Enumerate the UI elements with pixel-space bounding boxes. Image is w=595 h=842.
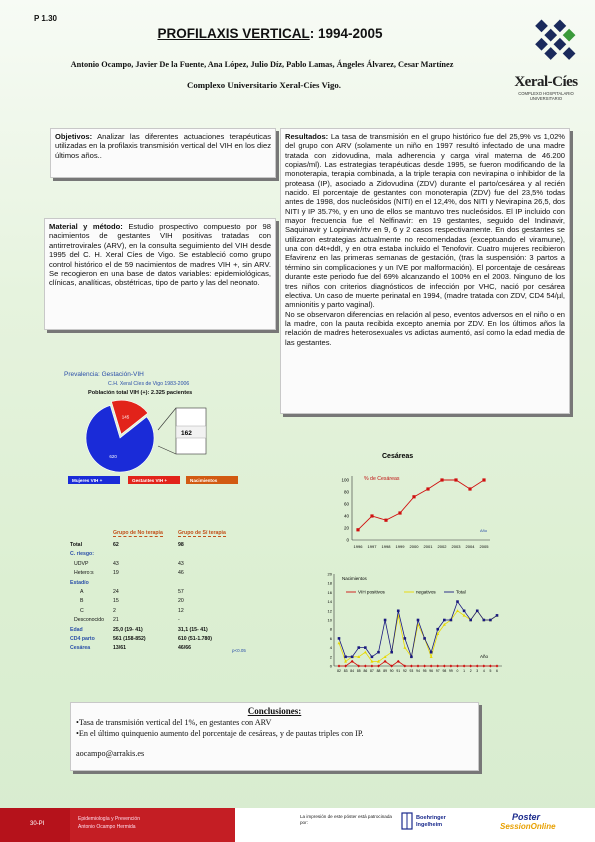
nacimientos-point	[489, 619, 492, 622]
nacimientos-xtick: 0	[456, 669, 459, 673]
cesareas-xtick: 2004	[465, 544, 475, 549]
table-row-label: Desconocido	[74, 617, 104, 624]
nacimientos-xtick: 91	[396, 669, 401, 673]
nacimientos-ytick: 18	[327, 580, 332, 586]
table-cell-si-terapia: 12	[178, 607, 184, 614]
objetivos-text: Analizar las diferentes actuaciones terapéuticas utilizadas en la profilaxis transmisión vertical del VIH en los diez últimos años..	[55, 132, 271, 160]
nacimientos-point	[430, 651, 433, 654]
nacimientos-point	[390, 651, 393, 654]
cesareas-ytick: 20	[343, 525, 349, 531]
sponsor-logo-icon	[400, 812, 414, 830]
footer-sponsor: Boehringer Ingelheim	[416, 815, 446, 828]
nacimientos-point	[430, 655, 433, 658]
nacimientos-xtick: 89	[383, 669, 387, 673]
pie-slice-label: 620	[109, 453, 117, 459]
nacimientos-point	[371, 656, 374, 659]
footer-code: 30-PI	[30, 821, 45, 827]
nacimientos-point	[436, 665, 439, 668]
nacimientos-point	[456, 665, 459, 668]
nacimientos-point	[357, 646, 360, 649]
table-cell-si-terapia: 20	[178, 598, 184, 605]
table-row	[70, 627, 270, 634]
nacimientos-xtick: 92	[402, 669, 407, 673]
poster-id: P 1.30	[34, 14, 57, 23]
cesareas-ytick: 100	[341, 477, 349, 483]
table-row-label: UDVP	[74, 560, 89, 567]
conclusion-item-2: •En el último quinquenio aumento del porcentaje de cesáreas, y de pautas triples con IP.	[76, 729, 364, 738]
table-row	[70, 617, 270, 624]
footer-brand	[512, 812, 540, 822]
table-row	[70, 608, 270, 615]
conclusiones-box	[70, 702, 479, 771]
nacimientos-line	[339, 611, 497, 662]
nacimientos-point	[456, 600, 459, 603]
pie-subtitle: C.H. Xeral Cíes de Vigo 1983-2006	[108, 381, 190, 387]
nacimientos-point	[436, 628, 439, 631]
table-cell-no-terapia: 561 (158-852)	[113, 636, 146, 642]
nacimientos-xtick: 6	[496, 669, 498, 673]
material-label: Material y método:	[49, 222, 123, 231]
table-cell-no-terapia: 15	[113, 598, 119, 605]
nacimientos-xtick: 87	[370, 669, 374, 673]
conclusiones-heading: Conclusiones:	[247, 706, 302, 716]
nacimientos-point	[410, 665, 413, 668]
table-header	[70, 530, 270, 537]
table-row	[70, 580, 270, 587]
pie-callout-value: 162	[181, 430, 192, 437]
nacimientos-xtick: 94	[416, 669, 420, 673]
nacimientos-point	[450, 619, 453, 622]
nacimientos-ytick: 20	[327, 571, 332, 577]
nacimientos-point	[456, 609, 459, 612]
authors: Antonio Ocampo, Javier De la Fuente, Ana López, Julio Díz, Pablo Lamas, Ángeles Álvarez, Cesar Martínez	[70, 60, 454, 69]
nacimientos-point	[404, 637, 407, 640]
nacimientos-point	[476, 610, 479, 613]
poster-title	[0, 26, 540, 41]
table-row-label: Edad	[70, 626, 83, 633]
nacimientos-point	[496, 614, 499, 617]
cesareas-ytick: 60	[343, 501, 349, 507]
footer-code-panel	[0, 808, 70, 842]
table-row-label: Estadío	[70, 579, 89, 586]
nacimientos-point	[463, 610, 466, 613]
nacimientos-ytick: 16	[327, 589, 332, 595]
nacimientos-point	[370, 665, 373, 668]
table-row-label: Cesárea	[70, 645, 91, 652]
nacimientos-point	[449, 665, 452, 668]
table-row-label: A	[80, 589, 84, 595]
cesareas-point	[370, 514, 373, 517]
cesareas-point	[384, 519, 387, 522]
table-cell-si-terapia: 46	[178, 570, 184, 577]
cesareas-point	[356, 528, 359, 531]
p-value-note: p<0.05	[232, 648, 246, 653]
nacimientos-xtick: 2	[469, 669, 472, 673]
table-row	[70, 551, 270, 558]
objetivos-label: Objetivos:	[55, 132, 93, 141]
cesareas-xtick: 1996	[353, 544, 363, 549]
resultados-p2: No se observaron diferencias en relación al peso, eventos adversos en el niño o en la madre, con la pauta recibida excepto anemia por ZDV. En los últimos años la relación de madres heterosexuales vs adictas aumentó, así como la edad media de las gestantes.	[285, 309, 565, 347]
table-cell-si-terapia: 57	[178, 589, 184, 595]
nacimientos-ytick: 6	[329, 635, 332, 641]
cesareas-title: Cesáreas	[382, 453, 414, 460]
nacimientos-ytick: 2	[329, 654, 332, 660]
nacimientos-point	[423, 637, 426, 640]
nacimientos-point	[364, 651, 367, 654]
resultados-box	[280, 128, 570, 414]
cesareas-xtick: 2005	[479, 544, 489, 549]
table-cell-no-terapia: 24	[113, 589, 119, 595]
resultados-p1: La tasa de transmisión en el grupo histórico fue del 25,9% vs 1,02% del grupo con ARV (solamente un niño en 1997 resultó infectado de una madre tratada con zidovudina, mala adherencia y carga viral materna de 46.200 copias/ml). Las estrategias terapéuticas desde 1995, se fueron modificando de la monoterapia, terapia combinada, a la triple terapia con nevirapina o inhibidor de la proteasa (IP), asociado a Zidovudina (ZDV) durante el parto/cesárea y al recién nacido. El porcentaje de gestantes con monoterapia (ZDV) fue del 23,5% todas antes de 1998, dos nucleósidos (NITI) en el 12,4%, dos NITI y Nevirapina 26,5, dos NITI y IP 35.7%, y en uno de ellos se mantuvo tres nucleósidos. El IP incluido con mayor frecuencia fue el Nelfinavir: en 19 gestantes, seguido del Indinavir, Saquinavir y Lopinavir/rtv en 9, 6 y 2 casos respectivamente. En dos gestantes se utilizaron estrategias actualmente no recomendadas (exceptuando el viramune), una con d4t+ddI, y en otra estaba incluido el Tenofovir. Cuatro mujeres recibieron Efavirenz en las primeras semanas de gestación, (tras la suspensión: 3 partos a término sin complicaciones y un IVE por malformación). El porcentaje de cesáreas durante este periodo fue del 69% alcanzando el 100% en el 2003. Ninguno de los tres niños con criterios diagnósticos de infección por VHC, nació por cesárea electiva. Un caso de muerte perinatal en 1994, (madre tratada con ZDV, CD4 54/µl, amnionitis y parto vaginal).	[285, 132, 565, 310]
nacimientos-xtick: 97	[435, 669, 440, 673]
footer-session: Epidemiología y Prevención	[78, 816, 140, 822]
nacimientos-point	[476, 665, 479, 668]
nacimientos-ytick: 0	[329, 663, 332, 669]
nacimientos-point	[364, 646, 367, 649]
nacimientos-point	[410, 656, 413, 659]
nacimientos-point	[403, 646, 406, 649]
table-cell-si-terapia: -	[178, 617, 180, 624]
pie-slice-label: 145	[121, 414, 130, 420]
title-rest: : 1994-2005	[309, 26, 383, 41]
nacimientos-legend-label: VIH positivos	[358, 589, 385, 595]
nacimientos-point	[496, 665, 499, 668]
nacimientos-point	[482, 665, 485, 668]
hospital-logo-icon	[524, 18, 576, 72]
cesareas-xtick: 1999	[395, 544, 405, 549]
nacimientos-legend-label: Total	[456, 589, 466, 595]
table-row	[70, 598, 270, 605]
nacimientos-point	[489, 665, 492, 668]
pie-legend-label: Mujeres VIH +	[72, 478, 103, 483]
table-row-label: Hetero:s	[74, 570, 94, 577]
table-cell-no-terapia: 62	[113, 542, 119, 548]
table-cell-no-terapia: 13/61	[113, 645, 126, 652]
cesareas-xtick: 2000	[409, 544, 419, 549]
nacimientos-point	[417, 665, 420, 668]
nacimientos-point	[417, 619, 420, 622]
footer-sponsor-text: La impresión de este póster está patrocinada por:	[300, 814, 392, 825]
nacimientos-xtick: 1	[463, 669, 466, 673]
nacimientos-xtick: 98	[442, 669, 447, 673]
nacimientos-xtick: 90	[389, 669, 394, 673]
nacimientos-point	[443, 619, 446, 622]
nacimientos-ytick: 4	[329, 645, 332, 651]
nacimientos-xtick: 86	[363, 669, 368, 673]
cesareas-ytick: 0	[346, 537, 349, 543]
pie-legend-label: Nacimientos	[190, 478, 218, 483]
nacimientos-ytick: 8	[329, 626, 332, 632]
nacimientos-xtick: 4	[482, 669, 485, 673]
col-si-terapia: Grupo de Sí terapia	[178, 530, 226, 536]
footer-session-panel	[70, 808, 235, 842]
nacimientos-ytick: 14	[327, 599, 332, 605]
conclusion-item-1: •Tasa de transmisión vertical del 1%, en gestantes con ARV	[76, 718, 272, 727]
logo-name: Xeral-Cíes	[514, 74, 578, 90]
logo-subtitle: COMPLEXO HOSPITALARIO UNIVERSITARIO	[518, 91, 574, 101]
table-cell-no-terapia: 2	[113, 607, 116, 614]
nacimientos-point	[351, 656, 354, 659]
cesareas-point	[454, 478, 457, 481]
nacimientos-xtick: 82	[337, 669, 341, 673]
footer-brand-session: SessionOnline	[500, 822, 556, 831]
cesareas-point	[482, 478, 485, 481]
table-row-label: CD4 parto	[70, 636, 95, 642]
nacimientos-point	[338, 637, 341, 640]
material-text: Estudio prospectivo compuesto por 98 nacimientos de gestantes VIH positivas tratadas con antirretrovirales (ARV), en la consulta seguimiento del VIH desde 1995 del C. H. Xeral Cíes de Vigo. Se estableció como grupo control histórico el de 59 nacimientos de madres VIH +, sin ARV. Se recogieron en una base de datos variables: epidemiológicas, clínicas, analíticas, obstétricas, tipo de parto y las del neonato.	[49, 222, 271, 288]
table-cell-si-terapia: 31,1 (15- 41)	[178, 626, 208, 633]
nacimientos-xlabel: Año	[480, 654, 489, 659]
table-row	[70, 561, 270, 568]
nacimientos-point	[483, 619, 486, 622]
nacimientos-line	[339, 602, 497, 657]
pie-total-label: Población total VIH (+): 2.325 pacientes	[88, 390, 193, 396]
nacimientos-point	[384, 619, 387, 622]
nacimientos-point	[364, 665, 367, 668]
nacimientos-title: Nacimientos	[342, 576, 367, 581]
cesareas-point	[398, 511, 401, 514]
pie-legend-label: Gestantes VIH +	[132, 478, 168, 483]
col-no-terapia: Grupo de No terapia	[113, 530, 163, 536]
nacimientos-point	[397, 610, 400, 613]
table-row	[70, 542, 270, 549]
title-main: PROFILAXIS VERTICAL	[157, 26, 310, 41]
cesareas-xlabel: Año	[480, 528, 488, 533]
cesareas-ytick: 80	[343, 489, 349, 495]
cesareas-point	[468, 487, 471, 490]
table-row-label: B	[80, 598, 84, 605]
nacimientos-xtick: 5	[489, 669, 492, 673]
cesareas-point	[440, 478, 443, 481]
table-row	[70, 570, 270, 577]
table-cell-si-terapia: 98	[178, 542, 184, 548]
nacimientos-legend-label: negativos	[416, 589, 436, 595]
pie-title: Prevalencia: Gestación-VIH	[64, 371, 144, 378]
nacimientos-xtick: 96	[429, 669, 434, 673]
cesareas-point	[426, 487, 429, 490]
table-cell-si-terapia: 43	[178, 560, 184, 567]
table-row-label: C. riesgo:	[70, 551, 94, 558]
cesareas-xtick: 1997	[367, 544, 377, 549]
resultados-label: Resultados:	[285, 132, 329, 141]
cesareas-xtick: 2002	[437, 544, 447, 549]
cesareas-xtick: 2001	[423, 544, 433, 549]
nacimientos-point	[463, 665, 466, 668]
nacimientos-xtick: 99	[449, 669, 453, 673]
nacimientos-xtick: 88	[376, 669, 381, 673]
nacimientos-ytick: 10	[327, 617, 332, 623]
contact-email: aocampo@arrakis.es	[76, 749, 145, 758]
footer-author: Antonio Ocampo Hermida	[78, 824, 136, 830]
cesareas-point	[412, 495, 415, 498]
nacimientos-xtick: 85	[356, 669, 361, 673]
nacimientos-ytick: 12	[327, 608, 332, 614]
nacimientos-xtick: 84	[350, 669, 355, 673]
table-row-label: C	[80, 607, 84, 614]
nacimientos-point	[338, 665, 341, 668]
table-row	[70, 589, 270, 596]
nacimientos-xtick: 83	[343, 669, 348, 673]
material-box	[44, 218, 276, 330]
table-cell-si-terapia: 610 (51-1.780)	[178, 636, 213, 642]
cesareas-ylabel: % de Cesáreas	[364, 476, 400, 482]
table-row-label: Total	[70, 542, 83, 548]
nacimientos-point	[377, 651, 380, 654]
cesareas-line	[358, 480, 484, 530]
brand-poster: Poster	[512, 812, 541, 822]
prevalence-pie-chart	[58, 370, 258, 490]
cesareas-line-chart	[330, 444, 500, 554]
nacimientos-line-chart	[318, 570, 508, 684]
cesareas-xtick: 1998	[381, 544, 391, 549]
nacimientos-point	[443, 665, 446, 668]
cesareas-ytick: 40	[343, 513, 349, 519]
nacimientos-xtick: 93	[409, 669, 414, 673]
nacimientos-point	[423, 665, 426, 668]
table-cell-no-terapia: 21	[113, 617, 119, 624]
nacimientos-xtick: 3	[476, 669, 479, 673]
nacimientos-point	[430, 665, 433, 668]
table-row	[70, 636, 270, 643]
objetivos-box	[50, 128, 276, 178]
nacimientos-point	[344, 656, 347, 659]
table-cell-no-terapia: 25,0 (19- 41)	[113, 626, 143, 633]
nacimientos-point	[469, 619, 472, 622]
cesareas-xtick: 2003	[451, 544, 461, 549]
table-cell-no-terapia: 43	[113, 560, 119, 567]
institution: Complexo Universitario Xeral-Cíes Vigo.	[187, 80, 341, 90]
nacimientos-point	[469, 665, 472, 668]
table-cell-si-terapia: 46/66	[178, 645, 191, 652]
table-cell-no-terapia: 19	[113, 570, 119, 577]
nacimientos-xtick: 95	[422, 669, 427, 673]
